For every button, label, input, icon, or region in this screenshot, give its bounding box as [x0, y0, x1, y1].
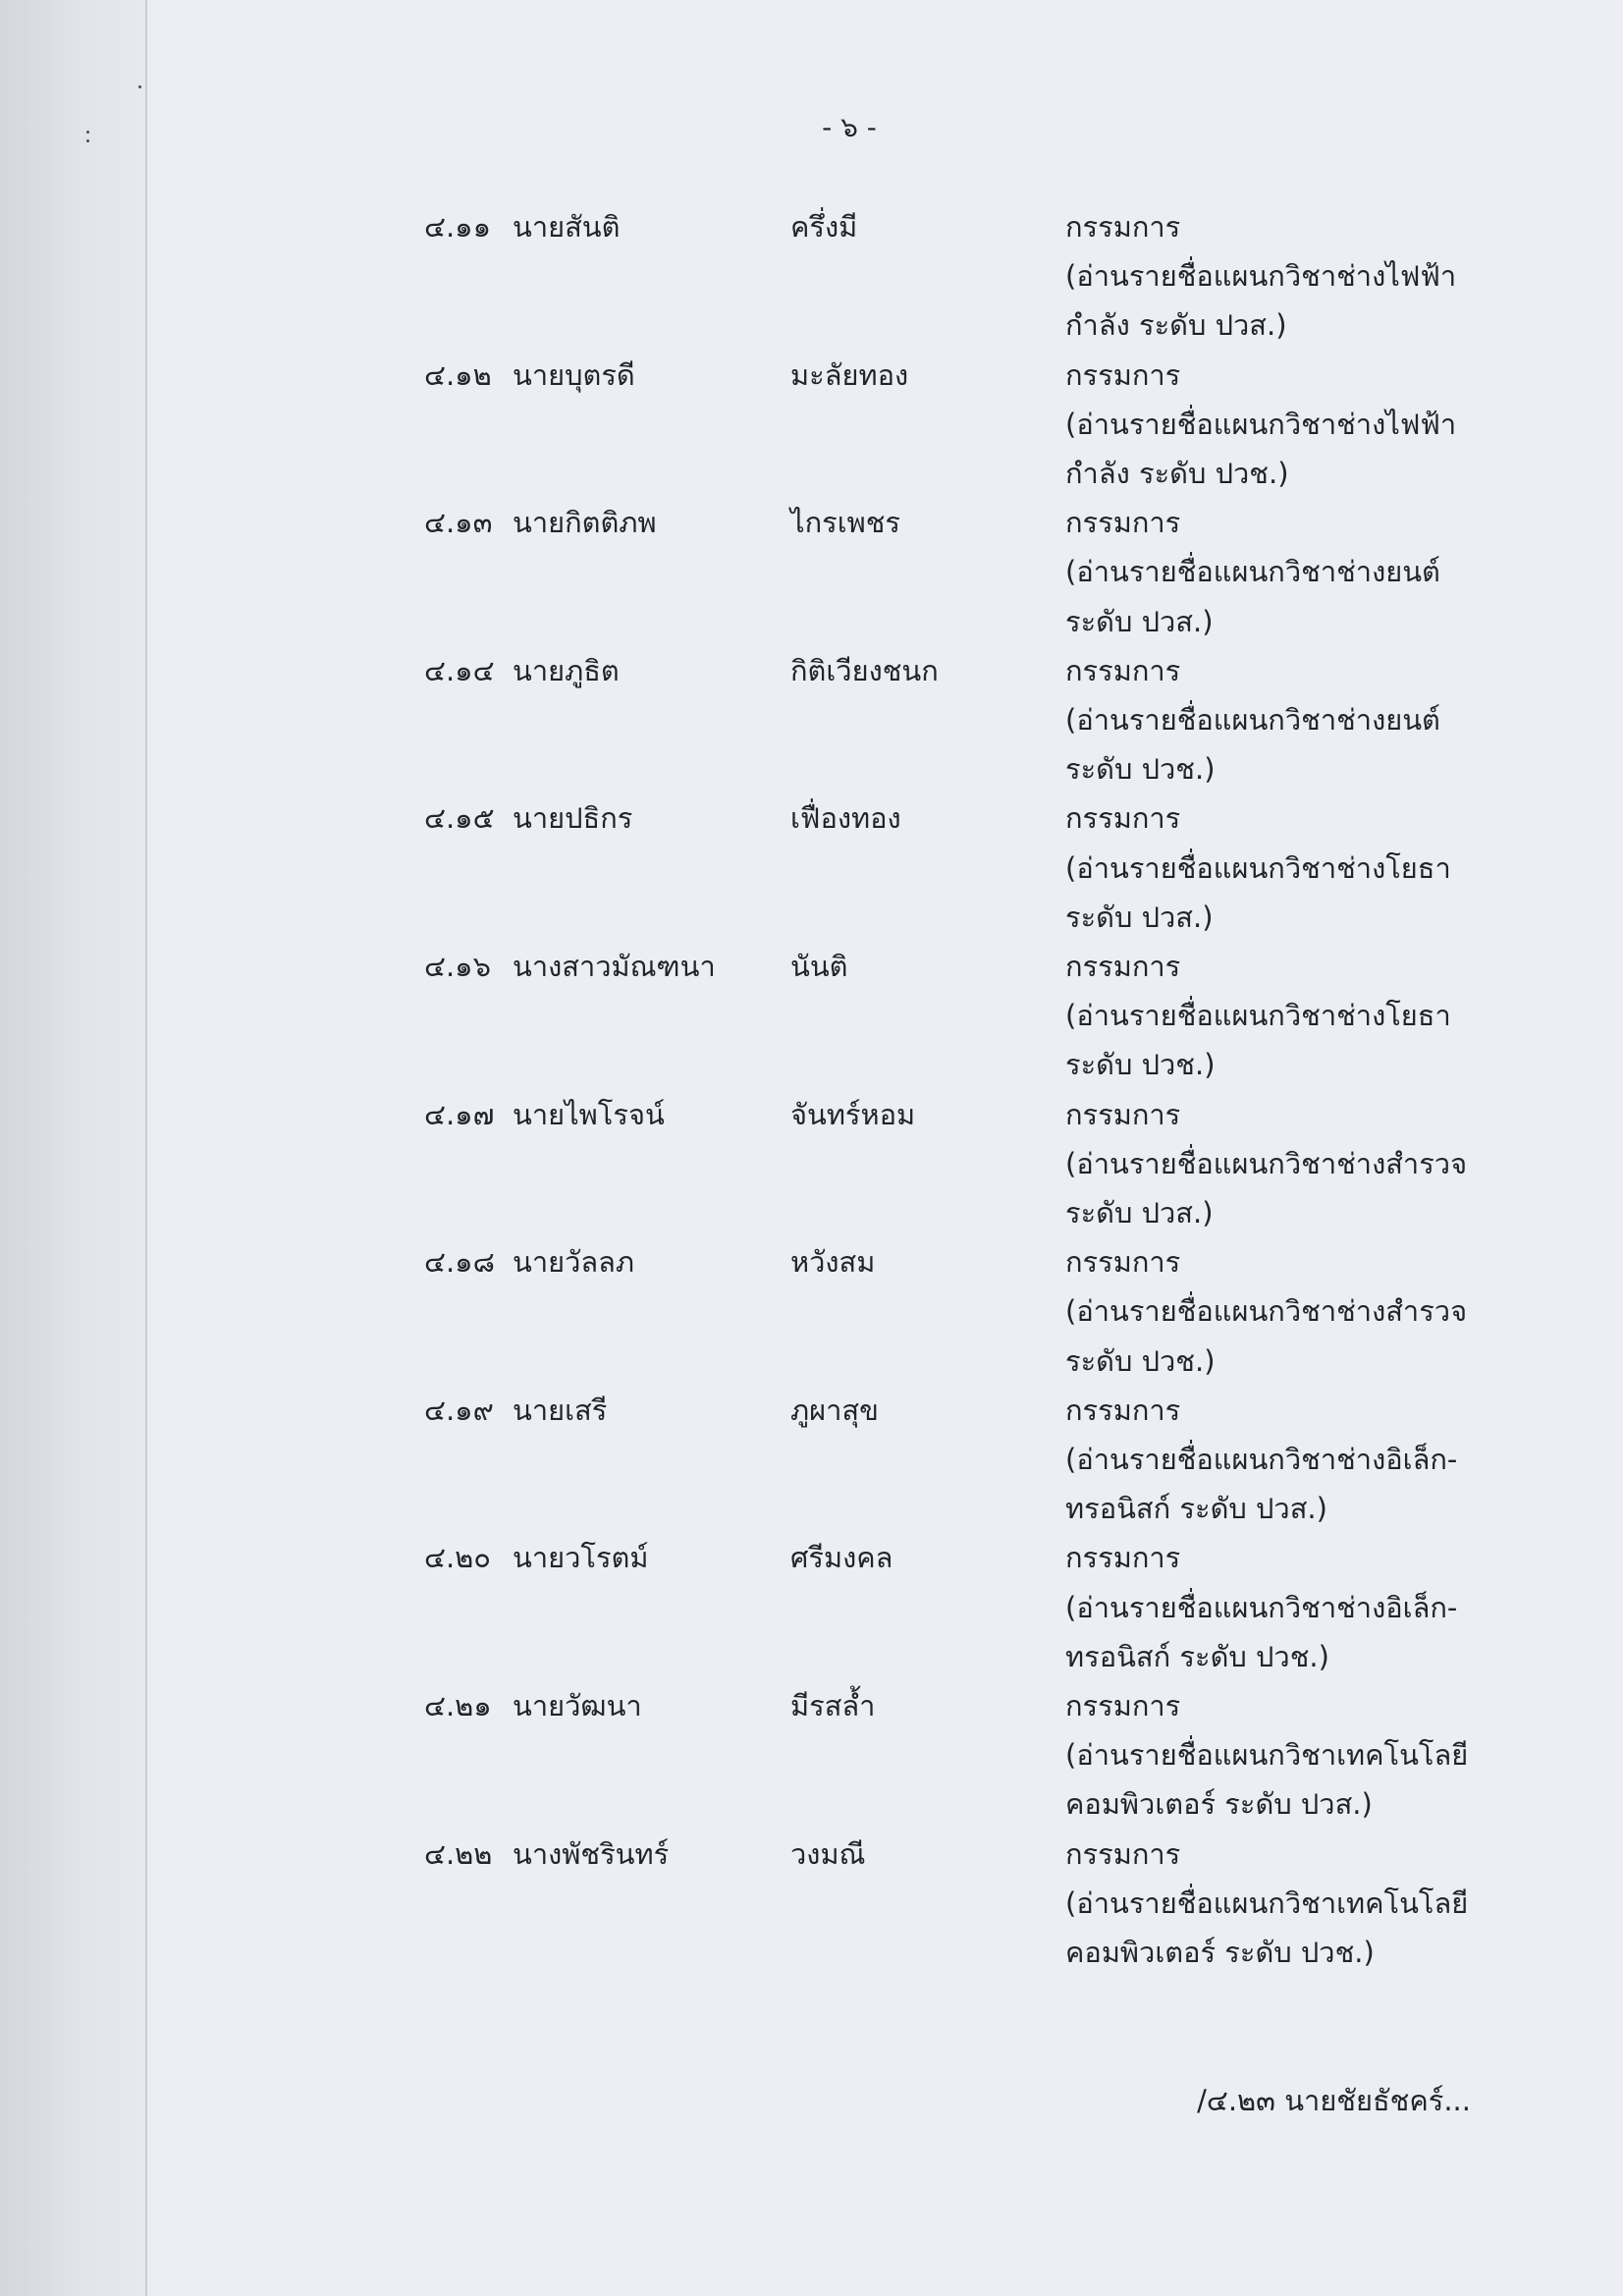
committee-member-entry: [0, 1681, 1623, 1830]
member-surname: นันติ: [790, 949, 848, 983]
duty-note-line: (อ่านรายชื่อแผนกวิชาช่างอิเล็ก-: [1065, 1442, 1458, 1476]
duty-note-line: ระดับ ปวส.): [1065, 604, 1214, 638]
member-name: นายเสรี: [513, 1393, 608, 1427]
member-name: นายไพโรจน์: [513, 1097, 665, 1131]
duty-note-line: ระดับ ปวช.): [1065, 1343, 1216, 1378]
member-surname: กิติเวียงชนก: [790, 653, 939, 687]
member-name: นายวัลลภ: [513, 1245, 635, 1280]
member-name: นายปธิกร: [513, 801, 633, 836]
committee-member-entry: [0, 498, 1623, 646]
duty-note-line: (อ่านรายชื่อแผนกวิชาช่างสำรวจ: [1065, 1294, 1468, 1329]
entry-number: ๔.๑๓: [424, 506, 493, 540]
committee-member-entry: [0, 1533, 1623, 1681]
member-surname: ครึ่งมี: [790, 210, 858, 244]
entry-number: ๔.๑๕: [424, 801, 495, 836]
duty-note-line: (อ่านรายชื่อแผนกวิชาช่างสำรวจ: [1065, 1146, 1468, 1180]
committee-member-entry: [0, 942, 1623, 1090]
duty-note-line: (อ่านรายชื่อแผนกวิชาเทคโนโลยี: [1065, 1886, 1469, 1920]
committee-member-entry: [0, 202, 1623, 351]
entry-number: ๔.๑๙: [424, 1393, 494, 1427]
duty-note-line: กำลัง ระดับ ปวช.): [1065, 456, 1289, 490]
committee-member-entry: [0, 1386, 1623, 1534]
member-surname: จันทร์หอม: [790, 1097, 916, 1131]
duty-note-line: ระดับ ปวช.): [1065, 752, 1216, 787]
duty-note-line: (อ่านรายชื่อแผนกวิชาช่างยนต์: [1065, 555, 1440, 589]
page-number: - ๖ -: [822, 111, 877, 143]
entry-number: ๔.๑๒: [424, 357, 492, 392]
member-role: กรรมการ: [1065, 506, 1181, 540]
member-name: นางพัชรินทร์: [513, 1836, 670, 1871]
member-role: กรรมการ: [1065, 1836, 1181, 1871]
member-role: กรรมการ: [1065, 653, 1181, 687]
member-role: กรรมการ: [1065, 1688, 1181, 1722]
committee-member-list: [0, 202, 1623, 1977]
member-role: กรรมการ: [1065, 1097, 1181, 1131]
entry-number: ๔.๒๐: [424, 1541, 491, 1575]
member-surname: เฟื่องทอง: [790, 801, 901, 836]
member-surname: ไกรเพชร: [790, 506, 901, 540]
duty-note-line: (อ่านรายชื่อแผนกวิชาช่างอิเล็ก-: [1065, 1590, 1458, 1624]
entry-number: ๔.๑๑: [424, 210, 491, 244]
member-role: กรรมการ: [1065, 1245, 1181, 1280]
member-role: กรรมการ: [1065, 1393, 1181, 1427]
member-role: กรรมการ: [1065, 210, 1181, 244]
duty-note-line: คอมพิวเตอร์ ระดับ ปวช.): [1065, 1935, 1375, 1969]
committee-member-entry: [0, 1090, 1623, 1238]
entry-number: ๔.๑๘: [424, 1245, 495, 1280]
duty-note-line: (อ่านรายชื่อแผนกวิชาเทคโนโลยี: [1065, 1738, 1469, 1773]
member-name: นายกิตติภพ: [513, 506, 657, 540]
duty-note-line: (อ่านรายชื่อแผนกวิชาช่างไฟฟ้า: [1065, 259, 1457, 294]
duty-note-line: ระดับ ปวช.): [1065, 1048, 1216, 1082]
member-role: กรรมการ: [1065, 1541, 1181, 1575]
member-name: นายบุตรดี: [513, 357, 635, 392]
member-name: นางสาวมัณฑนา: [513, 949, 716, 983]
member-role: กรรมการ: [1065, 357, 1181, 392]
duty-note-line: ระดับ ปวส.): [1065, 900, 1214, 934]
duty-note-line: (อ่านรายชื่อแผนกวิชาช่างโยธา: [1065, 850, 1451, 885]
entry-number: ๔.๑๖: [424, 949, 491, 983]
member-role: กรรมการ: [1065, 949, 1181, 983]
entry-number: ๔.๑๗: [424, 1097, 495, 1131]
duty-note-line: (อ่านรายชื่อแผนกวิชาช่างไฟฟ้า: [1065, 407, 1457, 441]
member-role: กรรมการ: [1065, 801, 1181, 836]
duty-note-line: ระดับ ปวส.): [1065, 1195, 1214, 1230]
committee-member-entry: [0, 1237, 1623, 1386]
member-surname: ภูผาสุข: [790, 1393, 879, 1427]
member-surname: มีรสล้ำ: [790, 1688, 876, 1722]
committee-member-entry: [0, 646, 1623, 794]
entry-number: ๔.๒๒: [424, 1836, 493, 1871]
committee-member-entry: [0, 1830, 1623, 1978]
entry-number: ๔.๑๔: [424, 653, 495, 687]
duty-note-line: ทรอนิสก์ ระดับ ปวส.): [1065, 1492, 1327, 1526]
scan-speck: [138, 85, 141, 88]
member-surname: มะลัยทอง: [790, 357, 909, 392]
continuation-reference: /๔.๒๓ นายชัยธัชคร์...: [1197, 2084, 1471, 2117]
duty-note-line: กำลัง ระดับ ปวส.): [1065, 308, 1287, 343]
member-name: นายวัฒนา: [513, 1688, 642, 1722]
duty-note-line: ทรอนิสก์ ระดับ ปวช.): [1065, 1639, 1329, 1673]
member-surname: วงมณี: [790, 1836, 866, 1871]
committee-member-entry: [0, 351, 1623, 499]
member-name: นายภูธิต: [513, 653, 620, 687]
duty-note-line: (อ่านรายชื่อแผนกวิชาช่างยนต์: [1065, 702, 1440, 737]
member-surname: ศรีมงคล: [790, 1541, 893, 1575]
member-name: นายวโรตม์: [513, 1541, 649, 1575]
member-surname: หวังสม: [790, 1245, 876, 1280]
duty-note-line: (อ่านรายชื่อแผนกวิชาช่างโยธา: [1065, 999, 1451, 1033]
entry-number: ๔.๒๑: [424, 1688, 492, 1722]
committee-member-entry: [0, 793, 1623, 942]
duty-note-line: คอมพิวเตอร์ ระดับ ปวส.): [1065, 1787, 1373, 1822]
member-name: นายสันติ: [513, 210, 621, 244]
